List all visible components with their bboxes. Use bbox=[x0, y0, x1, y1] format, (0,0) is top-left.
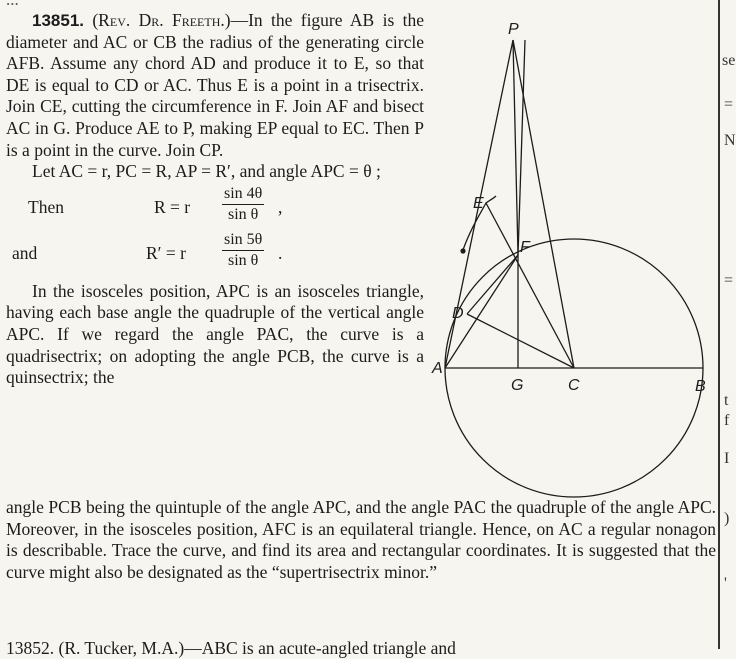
line-F-P bbox=[513, 40, 518, 255]
curve-end-dot bbox=[460, 248, 465, 253]
equation-2-label: and bbox=[12, 242, 38, 263]
equation-2 bbox=[6, 229, 424, 275]
problem-author: (Rev. Dr. Freeth.) bbox=[92, 10, 231, 30]
equation-1-denominator: sin θ bbox=[228, 205, 259, 223]
margin-fragment: ' bbox=[724, 575, 727, 592]
problem-intro-text: —In the figure AB is the diameter and AC or CB the radius of the generating circle AFB. Assume any chord AD and produce it to E, so that DE is equal to CD or AC. Thus E is a point in a trisectrix. Join CE, cutting the circumference in F. Join AF and bisect AC in G. Produce AE to P, making EP equal to EC. Then P is a point in the curve. Join CP. bbox=[6, 10, 424, 160]
label-C: C bbox=[568, 377, 580, 394]
label-D: D bbox=[452, 305, 464, 322]
label-G: G bbox=[511, 377, 524, 394]
equation-1-label: Then bbox=[28, 196, 64, 217]
problem-text-column bbox=[6, 10, 424, 389]
problem-number: 13851. bbox=[32, 11, 84, 30]
isosceles-paragraph: In the isosceles position, APC is an isosceles triangle, having each base angle the quadruple of the vertical angle APC. If we regard the angle PAC, the curve is a quadrisectrix; on adopting the angle PCB, the curve is a quinsectrix; the bbox=[6, 280, 424, 388]
label-E: E bbox=[473, 195, 484, 212]
margin-fragment: f bbox=[724, 412, 730, 429]
label-A: A bbox=[432, 360, 443, 377]
line-C-P bbox=[513, 40, 574, 368]
isosceles-paragraph-continued: angle PCB being the quintuple of the angle APC, and the angle PAC the quadruple of the angle APC. Moreover, in the isosceles position, AFC is an equilateral triangle. Hence, on AC a regular nonagon is describable. Trace the curve, and find its area and rectangular coordinates. It is suggested that the curve might also be designated as the “supertrisectrix minor.” bbox=[6, 497, 716, 582]
equation-1-tail: , bbox=[278, 196, 283, 217]
label-B: B bbox=[695, 378, 706, 395]
equation-2-lhs: R′ = r bbox=[146, 242, 186, 263]
margin-fragment: = bbox=[724, 96, 734, 113]
equation-2-denominator: sin θ bbox=[228, 251, 259, 269]
label-F: F bbox=[520, 239, 530, 256]
next-problem-fragment: 13852. (R. Tucker, M.A.)—ABC is an acute-angled triangle and bbox=[6, 638, 456, 658]
margin-fragment: ) bbox=[724, 510, 730, 527]
line-C-D bbox=[467, 314, 574, 368]
let-statement: Let AC = r, PC = R, AP = R′, and angle APC = θ ; bbox=[32, 161, 381, 182]
margin-fragment: t bbox=[724, 392, 729, 409]
line-D-F bbox=[467, 255, 518, 314]
margin-fragment: I bbox=[724, 450, 730, 467]
margin-fragment: = bbox=[724, 272, 734, 289]
equation-1 bbox=[6, 183, 424, 229]
equation-1-lhs: R = r bbox=[154, 196, 191, 217]
problem-intro bbox=[6, 10, 424, 161]
line-C-E bbox=[486, 203, 574, 368]
equation-2-fraction bbox=[222, 230, 264, 271]
equation-1-fraction bbox=[222, 184, 264, 225]
margin-fragment: N bbox=[724, 132, 736, 149]
label-P: P bbox=[508, 21, 519, 38]
geometry-figure bbox=[430, 0, 720, 500]
margin-fragment: se bbox=[722, 52, 736, 69]
previous-text-fragment bbox=[0, 0, 420, 10]
column-rule bbox=[718, 0, 720, 649]
equation-2-tail: . bbox=[278, 242, 283, 263]
equation-2-numerator: sin 5θ bbox=[222, 230, 264, 251]
equation-1-numerator: sin 4θ bbox=[222, 184, 264, 205]
